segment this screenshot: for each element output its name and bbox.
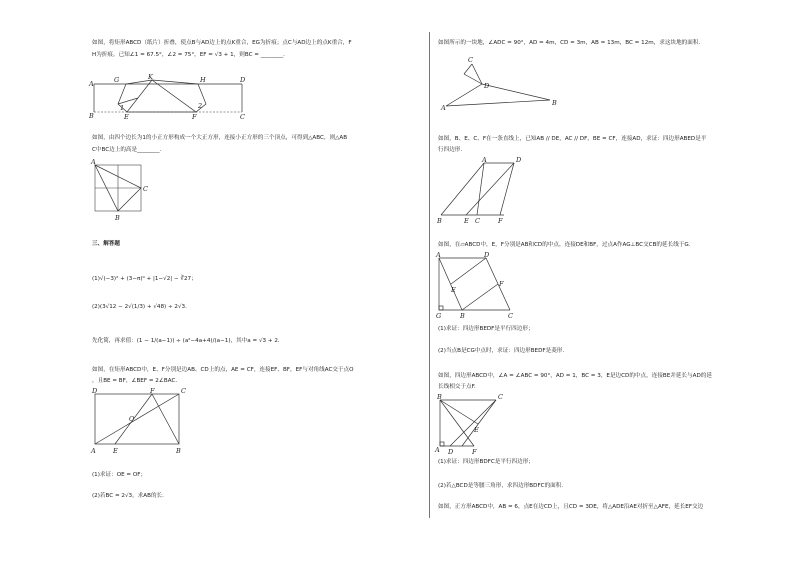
pg-label-D: D (484, 251, 490, 259)
q2-text-line1: 如图，由四个边长为1的小正方形构成一个大正方形，连接小正方形的三个顶点，可得到△ABC，则△AB (92, 135, 348, 141)
calc-problem-2: (2)(3√12 − 2√(1/3) + √48) ÷ 2√3. (92, 304, 187, 310)
trap-problem-line2: 长线相交于点F. (438, 384, 476, 390)
land-label-B: B (552, 99, 557, 107)
q1-label-C: C (240, 113, 245, 121)
column-divider (429, 32, 430, 518)
q1-label-D: D (240, 76, 246, 84)
para-label-A: A (482, 156, 487, 164)
trap-label-E: E (474, 426, 479, 434)
rect-label-D: D (92, 387, 98, 395)
pg-problem: 如图，在▱ABCD中，E，F分别是AB和CD的中点，连接DE和BF，过点A作AG⊥BC交CB的延长线于G. (438, 242, 691, 248)
trap-label-D: D (448, 448, 454, 456)
parallelogram-proof-line1: 如图，B、E、C、F在一条直线上，已知AB // DE，AC // DF，BE = CF，连接AD，求证：四边形ABED是平 (438, 136, 707, 142)
land-label-D: D (484, 82, 490, 90)
parallelogram-figure (436, 155, 536, 225)
rect-label-A: A (91, 447, 96, 455)
q1-label-H: H (200, 76, 206, 84)
trap-label-A: A (435, 446, 440, 454)
land-label-C: C (468, 56, 473, 64)
pg-label-A: A (436, 251, 441, 259)
square-problem: 如图，正方形ABCD中，AB = 6，点E在边CD上，且CD = 3DE，将△ADE沿AE对折至△AFE，延长EF交边 (438, 504, 704, 510)
calc-problem-1: (1)√(−3)² + (3−π)⁰ + |1−√2| − ∛27； (92, 276, 197, 282)
trap-label-F: F (472, 448, 477, 456)
trap-figure (434, 392, 524, 457)
rect-problem-line1: 如图，在矩形ABCD中，E、F分别是边AB、CD上的点，AE = CF，连接EF、BF，EF与对角线AC交于点O (92, 367, 354, 373)
trap-part-2: (2)若△BCD是等腰三角形，求四边形BDFC的面积. (438, 483, 564, 489)
rect-label-O: O (129, 415, 135, 423)
trap-label-C: C (498, 393, 503, 401)
rect-label-E: E (113, 447, 118, 455)
rect-problem-line2: ，且BE = BF，∠BEF = 2∠BAC. (92, 378, 178, 384)
pg-figure (434, 250, 524, 320)
q1-text-line2: H为折痕。已知∠1 = 67.5°，∠2 = 75°，EF = √3 + 1，则BC = ________. (92, 52, 285, 58)
trap-label-B: B (437, 393, 442, 401)
rect-label-F: F (150, 387, 155, 395)
land-label-A: A (441, 104, 446, 112)
rect-part-2: (2)若BC = 2√3，求AB的长. (92, 493, 164, 499)
para-label-F: F (498, 217, 503, 225)
para-label-E: E (464, 217, 469, 225)
q1-label-2: 2 (198, 102, 203, 110)
q2-label-A: A (91, 158, 96, 166)
rect-label-C: C (181, 387, 186, 395)
trap-problem-line1: 如图，四边形ABCD中，∠A = ∠ABC = 90°，AD = 1，BC = 3，E是边CD的中点，连接BE并延长与AD的延 (438, 373, 712, 379)
land-figure (438, 52, 568, 112)
q2-label-C: C (143, 185, 148, 193)
rect-figure (88, 388, 188, 458)
pg-label-B: B (460, 312, 465, 320)
q1-text-line1: 如图，将矩形ABCD（纸片）折叠，使点B与AD边上的点K重合，EG为折痕；点C与AD边上的点K重合，F (92, 40, 352, 46)
q2-figure-grid-triangle (88, 158, 158, 228)
simplify-problem: 先化简，再求值：(1 − 1/(a−1)) ÷ (a²−4a+4)/(a−1)，其中a = √3 + 2. (92, 338, 280, 344)
pg-label-E: E (451, 286, 456, 294)
q1-label-E: E (124, 113, 129, 121)
q1-label-A: A (89, 80, 94, 88)
pg-label-C: C (508, 312, 513, 320)
pg-label-G: G (436, 312, 442, 320)
q2-text-line2: C中BC边上的高是________. (92, 147, 162, 153)
q1-label-G: G (114, 76, 120, 84)
q1-label-B: B (89, 112, 94, 120)
pg-part-1: (1)求证：四边形BEDF是平行四边形； (438, 326, 534, 332)
q1-label-1: 1 (120, 104, 125, 112)
q2-label-B: B (115, 214, 120, 222)
rect-part-1: (1)求证：OE = OF； (92, 472, 147, 478)
para-label-B: B (437, 217, 442, 225)
q1-label-K: K (148, 73, 153, 81)
pg-label-F: F (499, 280, 504, 288)
trap-part-1: (1)求证：四边形BDFC是平行四边形； (438, 459, 534, 465)
section-heading-answer-questions: 三、解答题 (92, 241, 120, 247)
para-label-C: C (475, 217, 480, 225)
para-label-D: D (516, 156, 522, 164)
rect-label-B: B (176, 447, 181, 455)
q1-label-F: F (192, 113, 197, 121)
parallelogram-proof-line2: 行四边形. (438, 147, 463, 153)
q1-figure-folded-rectangle (88, 70, 258, 120)
pg-part-2: (2)当点B是CG中点时，求证：四边形BEDF是菱形. (438, 348, 565, 354)
land-problem: 如图所示的一块地，∠ADC = 90°，AD = 4m，CD = 3m，AB = 13m，BC = 12m，求这块地的面积. (438, 40, 701, 46)
